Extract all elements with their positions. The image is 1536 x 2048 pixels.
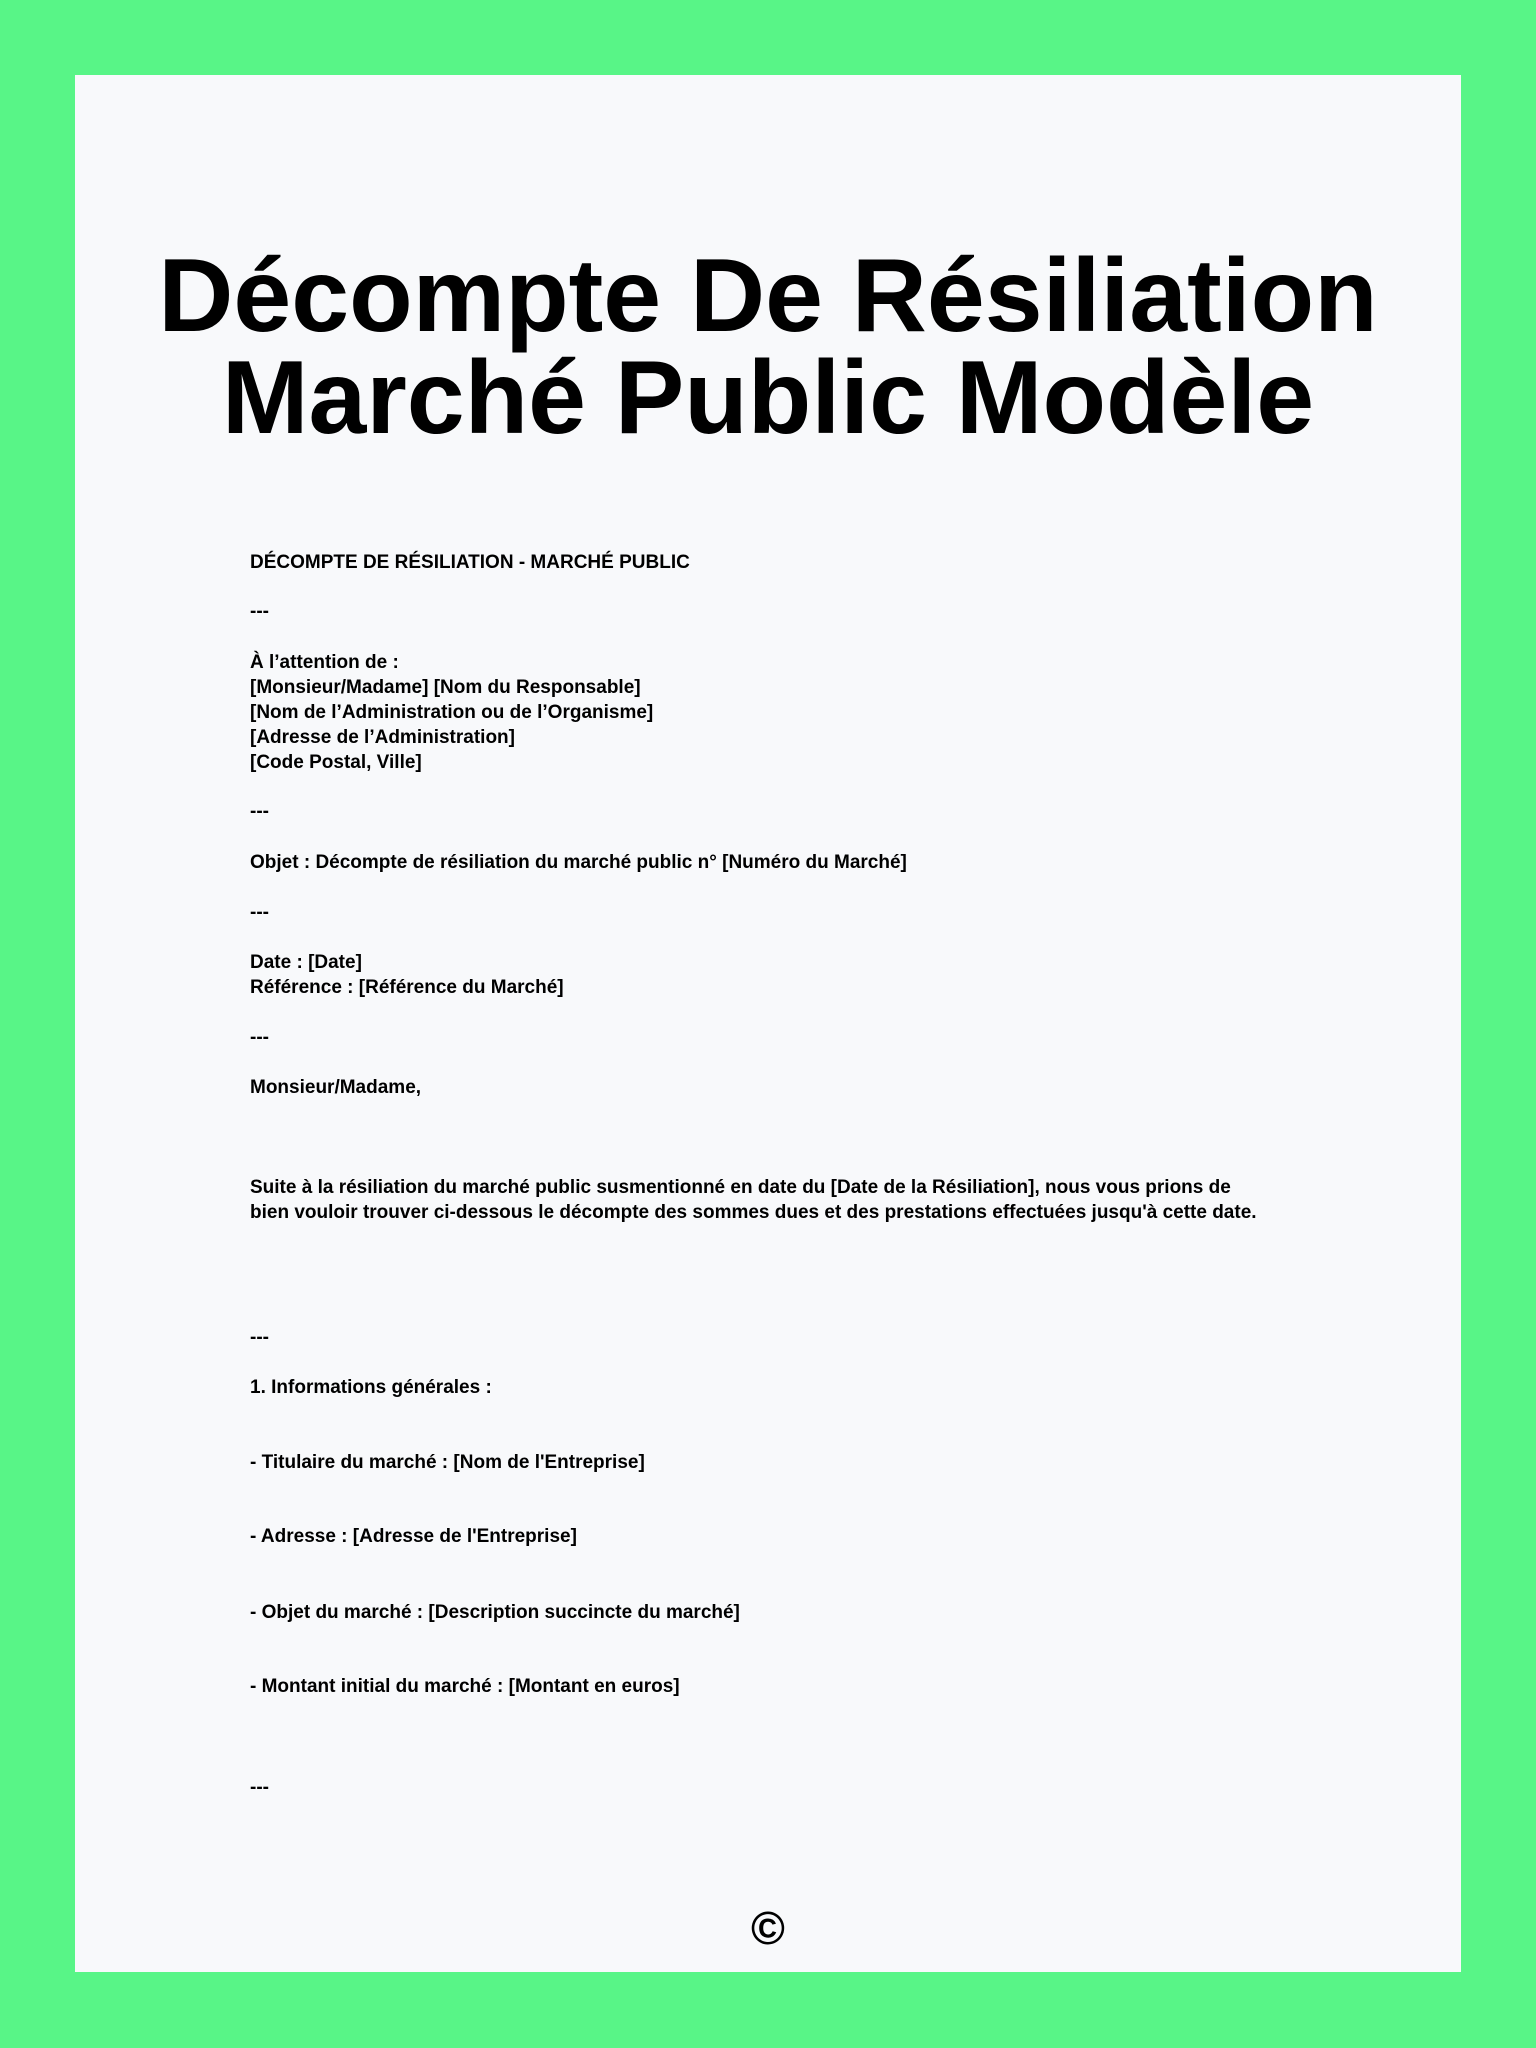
title-line-1: Décompte De Résiliation (158, 238, 1378, 354)
date-line: Date : [Date] (250, 952, 362, 973)
reference-line: Référence : [Référence du Marché] (250, 977, 564, 998)
copyright-icon: © (751, 1902, 785, 1954)
page-title (0, 238, 1536, 456)
separator: --- (250, 1777, 269, 1798)
title-line-2: Marché Public Modèle (221, 340, 1315, 456)
separator: --- (250, 1027, 269, 1048)
attention-label: À l’attention de : (250, 652, 399, 673)
list-item: - Adresse : [Adresse de l'Entreprise] (250, 1526, 577, 1547)
separator: --- (250, 801, 269, 822)
separator: --- (250, 902, 269, 923)
recipient-line: [Code Postal, Ville] (250, 752, 422, 773)
objet-line: Objet : Décompte de résiliation du marché public n° [Numéro du Marché] (250, 852, 907, 873)
salutation: Monsieur/Madame, (250, 1077, 422, 1098)
list-item: - Objet du marché : [Description succincte du marché] (250, 1602, 740, 1623)
document-heading: DÉCOMPTE DE RÉSILIATION - MARCHÉ PUBLIC (250, 552, 690, 573)
intro-paragraph: Suite à la résiliation du marché public susmentionné en date du [Date de la Résiliation], nous vous prions de bien vouloir trouver ci-dessous le décompte des sommes dues et des prestations effectuées jusqu'à cette date. (250, 1177, 1257, 1223)
recipient-line: [Nom de l’Administration ou de l’Organisme] (250, 702, 654, 723)
separator: --- (250, 601, 269, 622)
recipient-line: [Monsieur/Madame] [Nom du Responsable] (250, 677, 641, 698)
recipient-line: [Adresse de l’Administration] (250, 727, 515, 748)
separator: --- (250, 1327, 269, 1348)
list-item: - Titulaire du marché : [Nom de l'Entreprise] (250, 1452, 645, 1473)
list-item: - Montant initial du marché : [Montant en euros] (250, 1676, 680, 1697)
section-heading: 1. Informations générales : (250, 1377, 492, 1398)
